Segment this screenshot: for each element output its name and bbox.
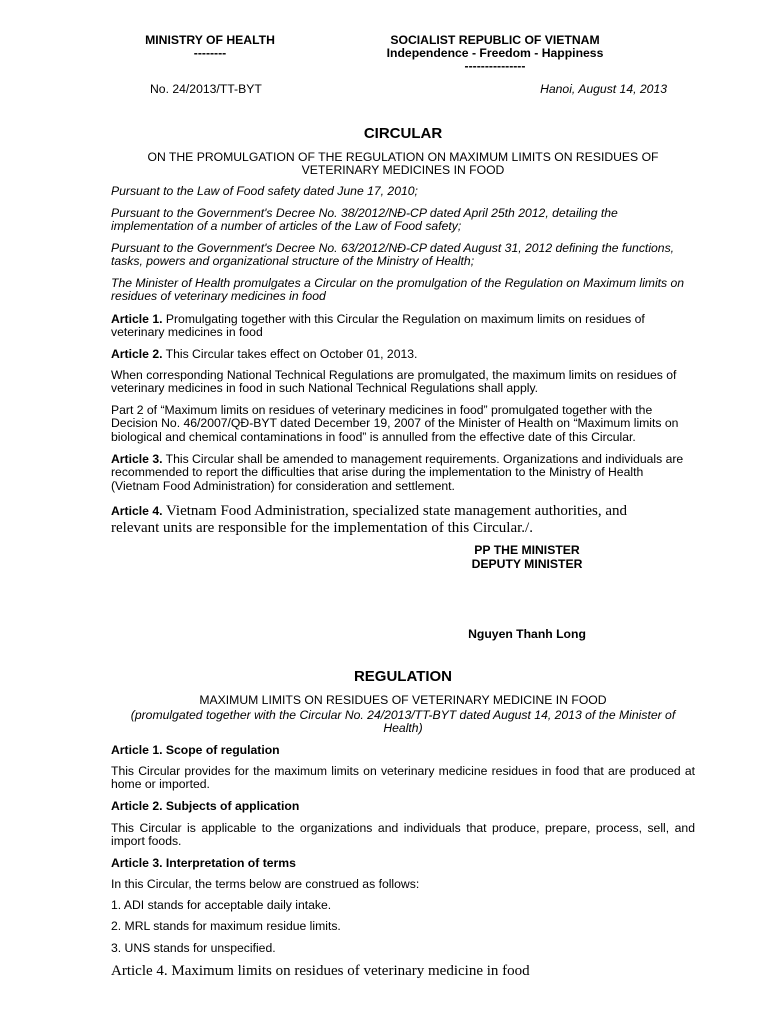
circular-article-2 <box>111 348 695 361</box>
circular-article-3 <box>111 453 695 493</box>
preamble-1: Pursuant to the Law of Food safety dated June 17, 2010; <box>111 184 418 198</box>
article-2-label: Article 2. <box>111 347 163 361</box>
regulation-article-3-heading: Article 3. Interpretation of terms <box>111 856 296 870</box>
article-4-label: Article 4. <box>111 504 163 518</box>
regulation-title: REGULATION <box>353 668 453 685</box>
motto-divider: --------------- <box>464 59 526 73</box>
regulation-article-2-heading: Article 2. Subjects of application <box>111 799 300 813</box>
preamble-3: Pursuant to the Government's Decree No. 63/2012/NĐ-CP dated August 31, 2012 defining the functions, tasks, powers and organizational structure of the Ministry of Health; <box>111 241 675 269</box>
regulation-article-1-heading: Article 1. Scope of regulation <box>111 743 280 757</box>
signature-title-2: DEPUTY MINISTER <box>471 557 583 571</box>
ministry-name: MINISTRY OF HEALTH <box>145 33 275 47</box>
regulation-article-2-text: This Circular is applicable to the organizations and individuals that produce, prepare, process, sell, and import foods. <box>111 821 695 849</box>
article-2-text: This Circular takes effect on October 01, 2013. <box>162 347 418 361</box>
regulation-note: (promulgated together with the Circular No. 24/2013/TT-BYT dated August 14, 2013 of the Minister of Health) <box>130 708 676 736</box>
preamble-2: Pursuant to the Government's Decree No. 38/2012/NĐ-CP dated April 25th 2012, detailing the implementation of a number of articles of the Law of Food safety; <box>111 206 618 234</box>
term-item: 2. MRL stands for maximum residue limits. <box>111 919 341 933</box>
regulation-article-1-text: This Circular provides for the maximum limits on veterinary medicine residues in food that are produced at home or imported. <box>111 764 695 792</box>
regulation-subtitle: MAXIMUM LIMITS ON RESIDUES OF VETERINARY MEDICINE IN FOOD <box>199 693 607 707</box>
term-item: 3. UNS stands for unspecified. <box>111 941 276 955</box>
circular-subtitle: ON THE PROMULGATION OF THE REGULATION ON MAXIMUM LIMITS ON RESIDUES OF VETERINARY MEDICINES IN FOOD <box>147 150 659 178</box>
country-name: SOCIALIST REPUBLIC OF VIETNAM <box>390 33 600 47</box>
article-2-paragraph-2: When corresponding National Technical Regulations are promulgated, the maximum limits on residues of veterinary medicines in food in such National Technical Regulations shall apply. <box>111 368 677 396</box>
regulation-article-3-intro: In this Circular, the terms below are construed as follows: <box>111 877 420 891</box>
country-motto: Independence - Freedom - Happiness <box>386 46 604 60</box>
place-date: Hanoi, August 14, 2013 <box>540 82 667 96</box>
circular-article-1 <box>111 313 695 340</box>
circular-article-4 <box>111 503 671 537</box>
article-2-paragraph-3: Part 2 of “Maximum limits on residues of veterinary medicines in food” promulgated together with the Decision No. 46/2007/QĐ-BYT dated December 19, 2007 of the Minister of Health on “Maximum limits on biological and chemical contaminations in food” is annulled from the effective date of this Circular. <box>111 403 679 444</box>
document-number: No. 24/2013/TT-BYT <box>150 82 262 96</box>
signer-name: Nguyen Thanh Long <box>468 627 586 641</box>
article-3-label: Article 3. <box>111 452 163 466</box>
circular-title: CIRCULAR <box>363 125 443 142</box>
ministry-divider: -------- <box>193 46 227 60</box>
article-4-text: Vietnam Food Administration, specialized state management authorities, and relevant units are responsible for the implementation of this Circular./. <box>111 503 628 536</box>
term-item: 1. ADI stands for acceptable daily intake. <box>111 898 332 912</box>
article-1-text: Promulgating together with this Circular the Regulation on maximum limits on residues of veterinary medicines in food <box>111 312 645 340</box>
preamble-4: The Minister of Health promulgates a Circular on the promulgation of the Regulation on Maximum limits on residues of veterinary medicines in food <box>111 276 685 304</box>
signature-title-1: PP THE MINISTER <box>474 543 580 557</box>
article-3-text: This Circular shall be amended to management requirements. Organizations and individuals are recommended to report the difficulties that arise during the implementation to the Ministry of Health (Vietnam Food Administration) for consideration and settlement. <box>111 452 684 493</box>
regulation-article-4-heading: Article 4. Maximum limits on residues of veterinary medicine in food <box>111 963 530 979</box>
article-1-label: Article 1. <box>111 312 163 326</box>
